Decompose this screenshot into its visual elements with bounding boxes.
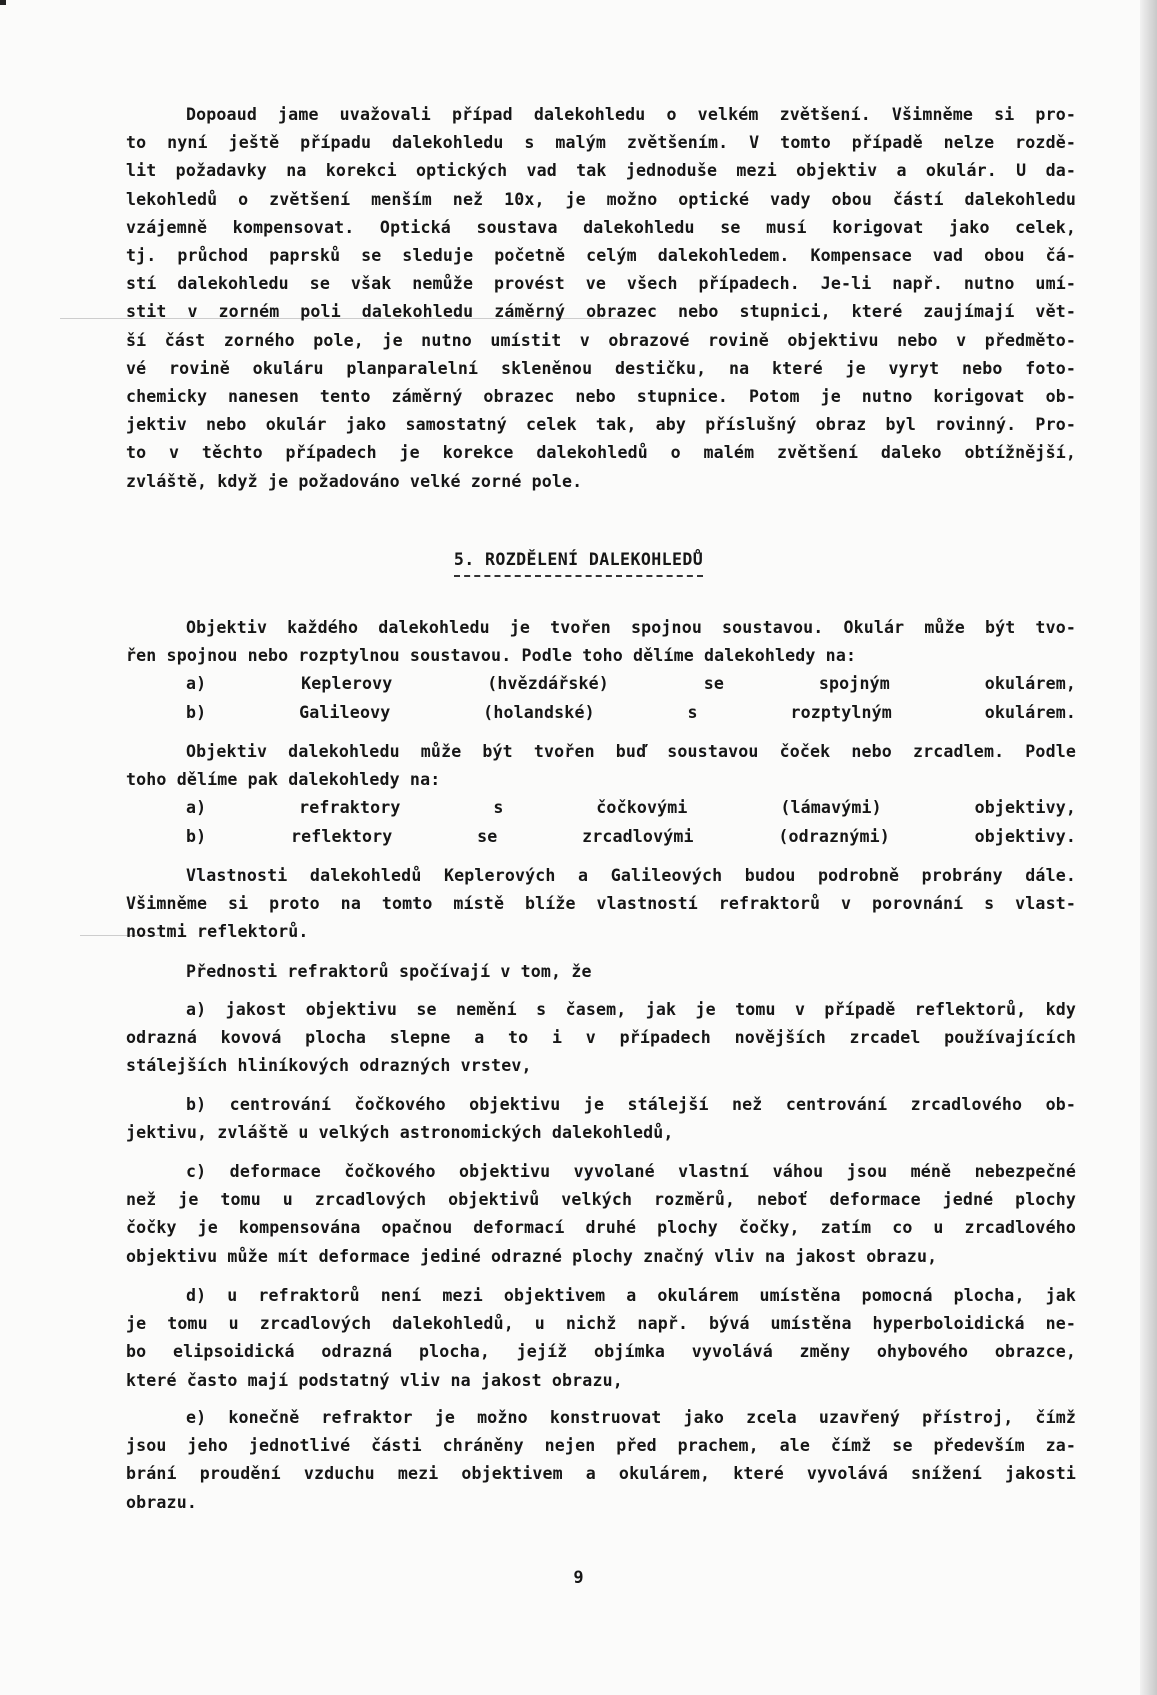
text-line: odrazná kovová plocha slepne a to i v případech novějších zrcadel používajících	[126, 1028, 1076, 1048]
section-heading	[0, 550, 1157, 577]
text-line: stí dalekohledu se však nemůže provést ve všech případech. Je-li např. nutno umí-	[126, 274, 1076, 294]
text-line: ší část zorného pole, je nutno umístit v obrazové rovině objektivu nebo v předměto-	[126, 330, 1076, 350]
text-line: stit v zorném poli dalekohledu záměrný obrazec nebo stupnici, které zaujímají vět-	[126, 302, 1076, 322]
list-item: b) Galileovy (holandské) s rozptylným okulárem.	[186, 702, 1076, 722]
text-line: a) jakost objektivu se nemění s časem, jak je tomu v případě reflektorů, kdy	[186, 1000, 1076, 1019]
text-line: tj. průchod paprsků se sleduje početně celým dalekohledem. Kompensace vad obou čá-	[126, 246, 1076, 266]
properties-paragraph	[126, 862, 1076, 947]
text-line: které často mají podstatný vliv na jakost obrazu,	[126, 1370, 623, 1390]
text-line: toho dělíme pak dalekohledy na:	[126, 770, 441, 790]
text-line: brání proudění vzduchu mezi objektivem a okulárem, které vyvolává snížení jakosti	[126, 1464, 1076, 1484]
text-line: zvláště, když je požadováno velké zorné pole.	[126, 471, 583, 491]
list-item: a) refraktory s čočkovými (lámavými) objektivy,	[186, 798, 1076, 818]
text-line: d) u refraktorů není mezi objektivem a okulárem umístěna pomocná plocha, jak	[186, 1286, 1076, 1305]
scan-edge-shadow	[1140, 0, 1157, 1695]
text-line: to v těchto případech je korekce dalekohledů o malém zvětšení daleko obtížnější,	[126, 443, 1076, 463]
text-line: řen spojnou nebo rozptylnou soustavou. Podle toho dělíme dalekohledy na:	[126, 646, 857, 666]
text-line: chemicky nanesen tento záměrný obrazec nebo stupnice. Potom je nutno korigovat ob-	[126, 387, 1076, 407]
text-line: než je tomu u zrcadlových objektivů velkých rozměrů, neboť deformace jedné plochy	[126, 1190, 1076, 1210]
text-line: objektivu může mít deformace jediné odrazné plochy značný vliv na jakost obrazu,	[126, 1246, 938, 1266]
page-number: 9	[573, 1568, 584, 1588]
list-item: b) reflektory se zrcadlovými (odraznými) objektivy.	[186, 826, 1076, 846]
text-line: vé rovině okuláru planparalelní skleněnou destičku, na které je vyryt nebo foto-	[126, 358, 1076, 378]
text-line: b) centrování čočkového objektivu je stálejší než centrování zrcadlového ob-	[186, 1095, 1076, 1114]
text-line: jsou jeho jednotlivé části chráněny nejen před prachem, ale čímž se především za-	[126, 1436, 1076, 1456]
text-line: lit požadavky na korekci optických vad tak jednoduše mezi objektiv a okulár. U da-	[126, 161, 1076, 181]
text-line: c) deformace čočkového objektivu vyvolané vlastní váhou jsou méně nebezpečné	[186, 1162, 1076, 1181]
text-line: e) konečně refraktor je možno konstruovat jako zcela uzavřený přístroj, čímž	[186, 1408, 1076, 1427]
list-item: a) Keplerovy (hvězdářské) se spojným okulárem,	[186, 674, 1076, 694]
text-line: Dopoaud jame uvažovali případ dalekohledu o velkém zvětšení. Všimněme si pro-	[186, 105, 1076, 124]
text-line: Vlastnosti dalekohledů Keplerových a Galileových budou podrobně probrány dále.	[186, 866, 1076, 885]
text-line: Přednosti refraktorů spočívají v tom, že	[186, 962, 592, 981]
text-line: to nyní ještě případu dalekohledu s malým zvětšením. V tomto případě nelze rozdě-	[126, 133, 1076, 153]
text-line: jektiv nebo okulár jako samostatný celek tak, aby příslušný obraz byl rovinný. Pro-	[126, 415, 1076, 435]
intro-paragraph	[126, 101, 1076, 496]
text-line: vzájemně kompensovat. Optická soustava dalekohledu se musí korigovat jako celek,	[126, 217, 1076, 237]
advantage-item	[126, 996, 1076, 1081]
text-line: je tomu u zrcadlových dalekohledů, u nichž např. bývá umístěna hyperboloidická ne-	[126, 1314, 1076, 1334]
text-line: Všimněme si proto na tomto místě blíže vlastností refraktorů v porovnání s vlast-	[126, 894, 1076, 914]
text-line: Objektiv každého dalekohledu je tvořen spojnou soustavou. Okulár může být tvo-	[186, 618, 1076, 637]
scan-corner-mark	[0, 0, 6, 5]
text-line: Objektiv dalekohledu může být tvořen buď soustavou čoček nebo zrcadlem. Podle	[186, 742, 1076, 761]
advantage-item	[126, 1282, 1076, 1395]
eyepiece-classification	[126, 614, 1076, 727]
text-line: nostmi reflektorů.	[126, 922, 309, 942]
objective-classification	[126, 738, 1076, 851]
advantage-item	[126, 1404, 1076, 1517]
advantage-item	[126, 1158, 1076, 1271]
text-line: jektivu, zvláště u velkých astronomických dalekohledů,	[126, 1123, 674, 1143]
text-line: čočky je kompensována opačnou deformací druhé plochy čočky, zatím co u zrcadlového	[126, 1218, 1076, 1238]
text-line: obrazu.	[126, 1492, 197, 1512]
text-line: lekohledů o zvětšení menším než 10x, je možno optické vady obou částí dalekohledu	[126, 189, 1076, 209]
text-line: stálejších hliníkových odrazných vrstev,	[126, 1056, 532, 1076]
section-heading-text: 5. ROZDĚLENÍ DALEKOHLEDŮ	[454, 550, 703, 577]
advantage-item	[126, 1091, 1076, 1147]
advantages-intro	[126, 958, 1076, 986]
text-line: bo elipsoidická odrazná plocha, jejíž objímka vyvolává změny ohybového obrazce,	[126, 1342, 1076, 1362]
